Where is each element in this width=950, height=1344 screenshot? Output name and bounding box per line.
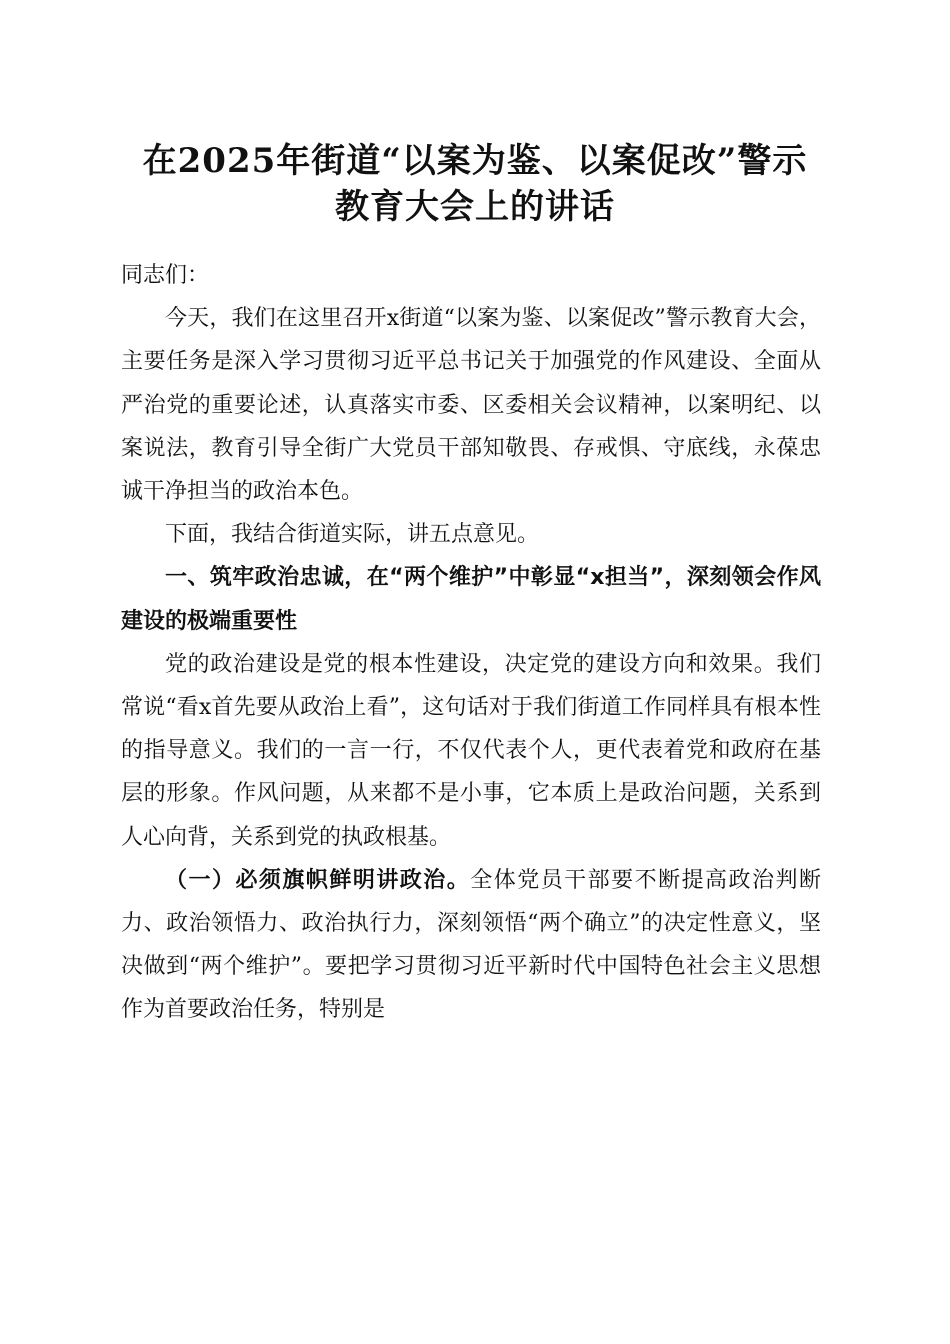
subsection-paragraph: [121, 859, 821, 1032]
transition-paragraph: 下面，我结合街道实际，讲五点意见。: [165, 522, 540, 548]
document-title: [110, 138, 840, 230]
section-heading: 一、筑牢政治忠诚，在“两个维护”中彰显“x担当”，深刻领会作风建设的极端重要性: [121, 565, 821, 634]
document-body: [121, 254, 821, 1032]
title-line-1: 在2025年街道“以案为鉴、以案促改”警示: [142, 141, 808, 181]
subsection-lead: （一）必须旗帜鲜明讲政治。: [165, 866, 471, 893]
intro-paragraph: 今天，我们在这里召开x街道“以案为鉴、以案促改”警示教育大会，主要任务是深入学习贯彻习近平总书记关于加强党的作风建设、全面从严治党的重要论述，认真落实市委、区委相关会议精神，以案明纪、以案说法，教育引导全街广大党员干部知敬畏、存戒惧、守底线，永葆忠诚干净担当的政治本色。: [121, 306, 821, 505]
title-line-2: 教育大会上的讲话: [335, 187, 615, 227]
subsection-text: 全体党员干部要不断提高政治判断力、政治领悟力、政治执行力，深刻领悟“两个确立”的决定性意义，坚决做到“两个维护”。要把学习贯彻习近平新时代中国特色社会主义思想作为首要政治任务，特别是: [121, 867, 821, 1023]
section-paragraph: 党的政治建设是党的根本性建设，决定党的建设方向和效果。我们常说“看x首先要从政治上看”，这句话对于我们街道工作同样具有根本性的指导意义。我们的一言一行，不仅代表个人，更代表着党和政府在基层的形象。作风问题，从来都不是小事，它本质上是政治问题，关系到人心向背，关系到党的执政根基。: [121, 651, 821, 850]
salutation: 同志们：: [121, 263, 210, 288]
